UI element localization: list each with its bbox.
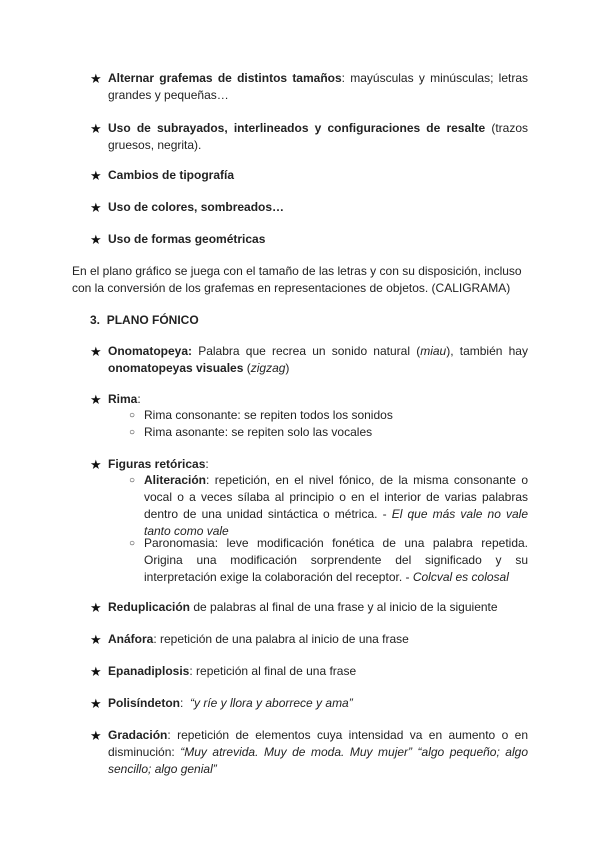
star-bullet-icon: ★ (90, 600, 102, 615)
section-heading: 3. PLANO FÓNICO (90, 313, 199, 327)
sub-list-item: Rima asonante: se repiten solo las vocales (144, 425, 373, 439)
list-item: Epanadiplosis: repetición al final de una frase (108, 664, 357, 678)
star-bullet-icon: ★ (90, 344, 102, 359)
list-item-gradacion: Gradación: repetición de elementos cuya intensidad va en aumento o en disminución: “Muy atrevida. Muy de moda. Muy mujer” “algo pequeño; algo sencillo; algo genial” (108, 728, 528, 776)
circle-bullet-icon: ○ (129, 475, 136, 486)
star-bullet-icon: ★ (90, 200, 102, 215)
circle-bullet-icon: ○ (129, 538, 136, 549)
list-item: Alternar grafemas de distintos tamaños: mayúsculas y minúsculas; letras grandes y pequeñas… (108, 71, 529, 102)
list-item-polisindeton: Polisíndeton: “y ríe y llora y aborrece y ama” (108, 696, 353, 710)
list-item: Uso de colores, sombreados… (108, 200, 285, 214)
list-item: Reduplicación de palabras al final de una frase y al inicio de la siguiente (108, 600, 498, 614)
star-bullet-icon: ★ (90, 696, 102, 711)
sub-list-item-aliteracion: Aliteración: repetición, en el nivel fónico, de la misma consonante o vocal o a veces sílaba al principio o en el interior de varias palabras dentro de una unidad sintáctica o métrica. - El que más vale no vale tanto como vale (144, 473, 529, 538)
circle-bullet-icon: ○ (129, 427, 136, 438)
list-item-onomatopeya: Onomatopeya: Palabra que recrea un sonido natural (miau), también hay onomatopeyas visuales (zigzag) (108, 344, 528, 375)
star-bullet-icon: ★ (90, 168, 102, 183)
star-bullet-icon: ★ (90, 664, 102, 679)
sub-list-item: Rima consonante: se repiten todos los sonidos (144, 408, 393, 422)
list-item-rima: Rima: (108, 392, 141, 406)
sub-list-item-paronomasia: Paronomasia: leve modificación fonética de una palabra repetida. Origina una modificación sorprendente del significado y su interpretación exige la colaboración del receptor. - Colcval es colosal (144, 536, 528, 584)
list-item-figuras: Figuras retóricas: (108, 457, 209, 471)
star-bullet-icon: ★ (90, 232, 102, 247)
star-bullet-icon: ★ (90, 457, 102, 472)
list-item: Uso de subrayados, interlineados y configuraciones de resalte (trazos gruesos, negrita). (108, 121, 528, 152)
list-item: Anáfora: repetición de una palabra al inicio de una frase (108, 632, 409, 646)
list-item: Cambios de tipografía (108, 168, 235, 182)
circle-bullet-icon: ○ (129, 410, 136, 421)
list-item: Uso de formas geométricas (108, 232, 266, 246)
paragraph: En el plano gráfico se juega con el tamaño de las letras y con su disposición, incluso con la conversión de los grafemas en representaciones de objetos. (CALIGRAMA) (72, 264, 522, 295)
star-bullet-icon: ★ (90, 121, 102, 136)
star-bullet-icon: ★ (90, 71, 102, 86)
star-bullet-icon: ★ (90, 632, 102, 647)
star-bullet-icon: ★ (90, 392, 102, 407)
star-bullet-icon: ★ (90, 728, 102, 743)
